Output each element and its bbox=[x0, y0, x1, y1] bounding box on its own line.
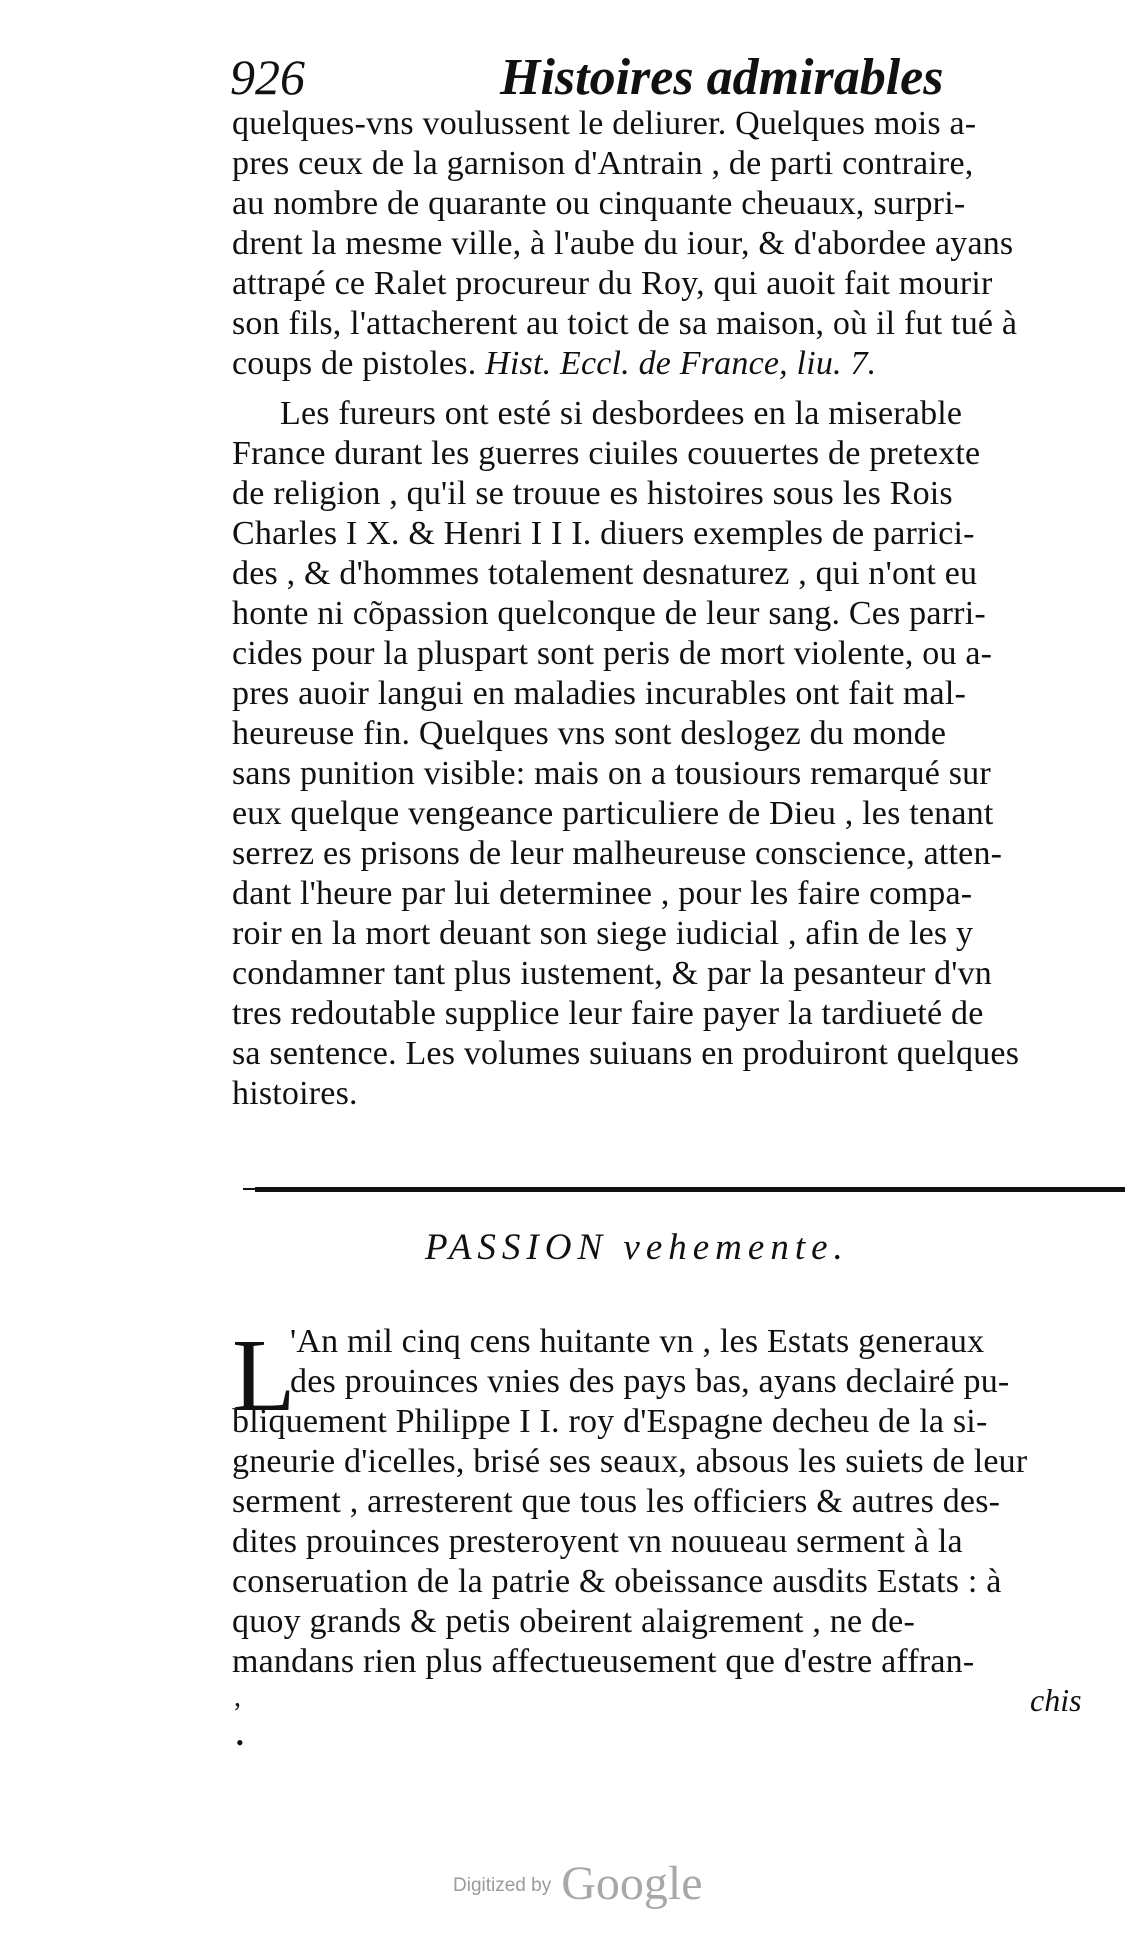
text-line: serrez es prisons de leur malheureuse conscience, atten- bbox=[232, 835, 1003, 872]
running-title: Histoires admirables bbox=[500, 49, 944, 106]
text-line: quelques-vns voulussent le deliurer. Quelques mois a- bbox=[232, 105, 977, 142]
text-line: eux quelque vengeance particuliere de Dieu , les tenant bbox=[232, 795, 994, 832]
text-line: des , & d'hommes totalement desnaturez , qui n'ont eu bbox=[232, 555, 978, 592]
text-line: honte ni cõpassion quelconque de leur sang. Ces parri- bbox=[232, 595, 986, 632]
text-line: Charles I X. & Henri I I I. diuers exemples de parrici- bbox=[232, 515, 975, 552]
text-line: histoires. bbox=[232, 1075, 358, 1112]
text-line: pres ceux de la garnison d'Antrain , de parti contraire, bbox=[232, 145, 974, 182]
text-line: gneurie d'icelles, brisé ses seaux, absous les suiets de leur bbox=[232, 1443, 1028, 1480]
digitized-watermark bbox=[453, 1856, 703, 1916]
digitized-by-label: Digitized by bbox=[453, 1875, 552, 1896]
page-number: 926 bbox=[230, 49, 305, 105]
text-line: pres auoir langui en maladies incurables ont fait mal- bbox=[232, 675, 966, 712]
text-line: 'An mil cinq cens huitante vn , les Estats generaux bbox=[290, 1323, 985, 1360]
google-logo-text: Google bbox=[561, 1857, 703, 1910]
text-line: bliquement Philippe I I. roy d'Espagne decheu de la si- bbox=[232, 1403, 988, 1440]
text-line: sans punition visible: mais on a tousiours remarqué sur bbox=[232, 755, 991, 792]
text-line: cides pour la pluspart sont peris de mort violente, ou a- bbox=[232, 635, 993, 672]
text-line-with-citation bbox=[232, 344, 876, 384]
text-line: heureuse fin. Quelques vns sont deslogez du monde bbox=[232, 715, 947, 752]
text-line: de religion , qu'il se trouue es histoires sous les Rois bbox=[232, 475, 953, 512]
text-line: dant l'heure par lui determinee , pour les faire compa- bbox=[232, 875, 973, 912]
text-line: roir en la mort deuant son siege iudicial , afin de les y bbox=[232, 915, 974, 952]
stray-mark: • bbox=[236, 1730, 244, 1755]
section-heading: PASSION vehemente. bbox=[425, 1227, 849, 1268]
text-line: quoy grands & petis obeirent alaigrement , ne de- bbox=[232, 1603, 915, 1640]
text-line: tres redoutable supplice leur faire payer la tardiueté de bbox=[232, 995, 984, 1032]
drop-cap: L bbox=[232, 1318, 296, 1433]
text-line: serment , arresterent que tous les officiers & autres des- bbox=[232, 1483, 1001, 1520]
text-segment: coups de pistoles. bbox=[232, 345, 477, 382]
text-line: drent la mesme ville, à l'aube du iour, & d'abordee ayans bbox=[232, 225, 1014, 262]
text-line: attrapé ce Ralet procureur du Roy, qui auoit fait mourir bbox=[232, 265, 993, 302]
stray-mark: , bbox=[234, 1682, 241, 1713]
section-divider-rule bbox=[255, 1187, 1125, 1192]
text-line: dites prouinces presteroyent vn nouueau serment à la bbox=[232, 1523, 963, 1560]
text-line: au nombre de quarante ou cinquante cheuaux, surpri- bbox=[232, 185, 966, 222]
text-line: condamner tant plus iustement, & par la pesanteur d'vn bbox=[232, 955, 992, 992]
text-line: sa sentence. Les volumes suiuans en produiront quelques bbox=[232, 1035, 1020, 1072]
catchword: chis bbox=[1030, 1682, 1082, 1718]
citation: Hist. Eccl. de France, liu. 7. bbox=[485, 345, 877, 382]
text-line: son fils, l'attacherent au toict de sa maison, où il fut tué à bbox=[232, 305, 1018, 342]
text-line: des prouinces vnies des pays bas, ayans declairé pu- bbox=[290, 1363, 1010, 1400]
text-line: conseruation de la patrie & obeissance ausdits Estats : à bbox=[232, 1563, 1002, 1600]
text-line: Les fureurs ont esté si desbordees en la miserable bbox=[280, 395, 963, 432]
text-line: France durant les guerres ciuiles couuertes de pretexte bbox=[232, 435, 981, 472]
text-line: mandans rien plus affectueusement que d'estre affran- bbox=[232, 1643, 975, 1680]
